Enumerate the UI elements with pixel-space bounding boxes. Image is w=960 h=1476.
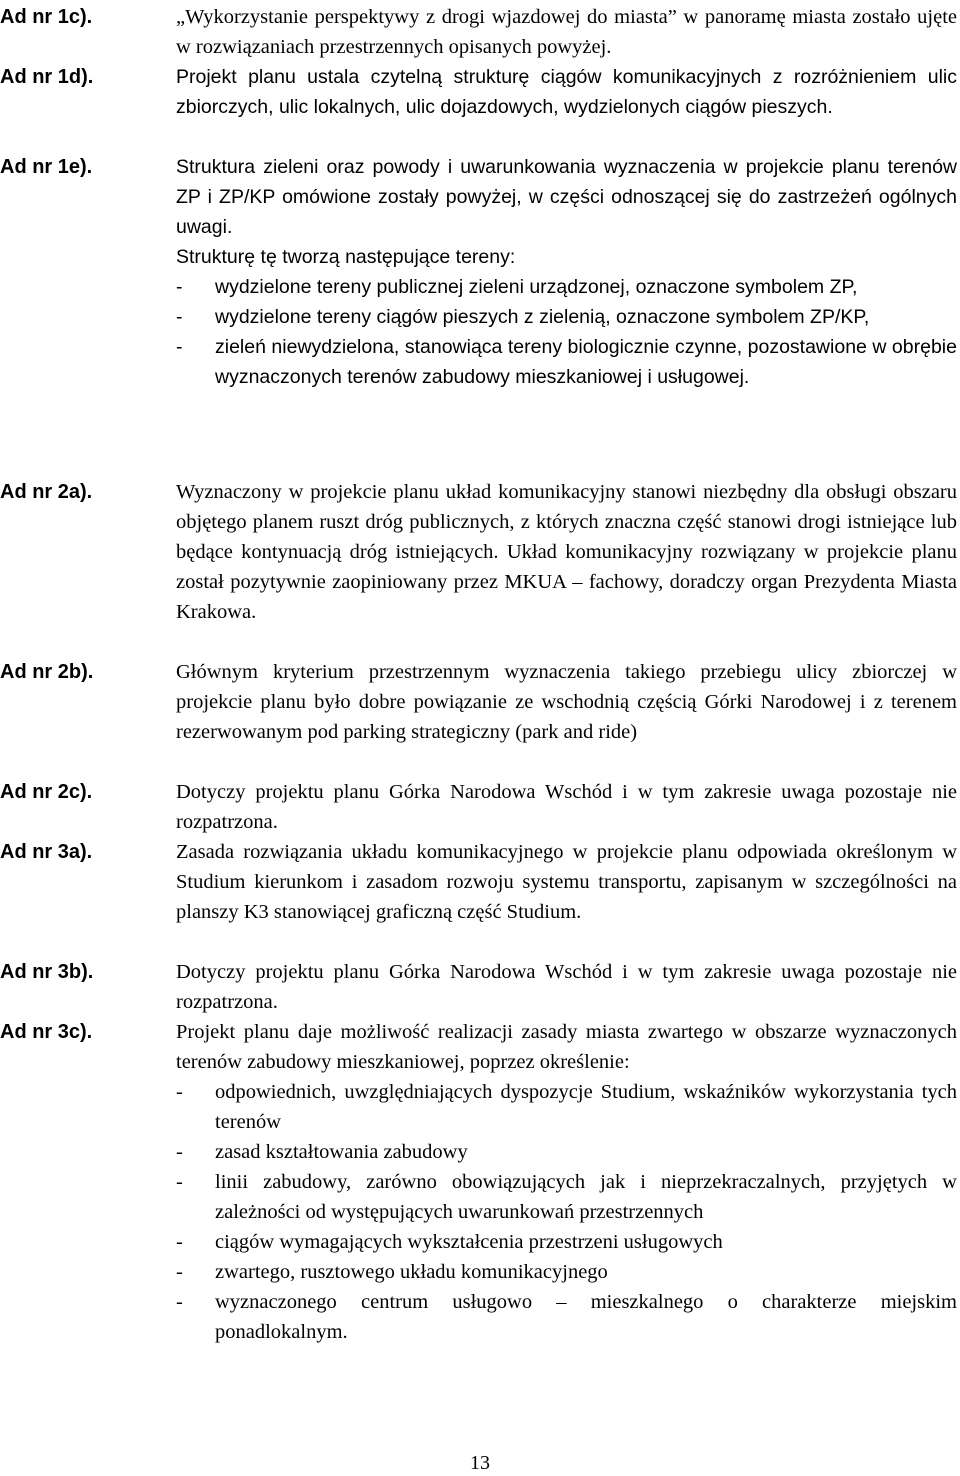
section-label: Ad nr 2c).	[0, 781, 93, 803]
section-label: Ad nr 3a).	[0, 841, 93, 863]
list-item: - ciągów wymagających wykształcenia przestrzeni usługowych	[176, 1227, 957, 1257]
section-text: „Wykorzystanie perspektywy z drogi wjazdowej do miasta” w panoramę miasta zostało ujęte w rozwiązaniach przestrzennych opisanych powyżej.	[176, 6, 957, 58]
list-intro: Strukturę tę tworzą następujące tereny:	[176, 246, 516, 268]
section-label: Ad nr 1c).	[0, 6, 93, 28]
list-item: - zasad kształtowania zabudowy	[176, 1137, 957, 1167]
section-label: Ad nr 2a).	[0, 481, 93, 503]
list-dash: -	[176, 1231, 183, 1253]
list-dash: -	[176, 1141, 183, 1163]
section-label: Ad nr 2b).	[0, 661, 94, 683]
list-item: - odpowiednich, uwzględniających dyspozycje Studium, wskaźników wykorzystania tych terenów	[176, 1077, 957, 1137]
section-text: Głównym kryterium przestrzennym wyznaczenia takiego przebiegu ulicy zbiorczej w projekcie planu było dobre powiązanie ze wschodnią częścią Górki Narodowej i z terenem rezerwowanym pod parking strategiczny (park and ride)	[176, 661, 957, 743]
list-item: - linii zabudowy, zarówno obowiązujących jak i nieprzekraczalnych, przyjętych w zależności od występujących uwarunkowań przestrzennych	[176, 1167, 957, 1227]
list-dash: -	[176, 1081, 183, 1103]
list-dash: -	[176, 1171, 183, 1193]
list-item: - zieleń niewydzielona, stanowiąca tereny biologicznie czynne, pozostawione w obrębie wyznaczonych terenów zabudowy mieszkaniowej i usługowej.	[176, 332, 957, 392]
page-number: 13	[470, 1452, 490, 1474]
list-item: - wyznaczonego centrum usługowo – mieszkalnego o charakterze miejskim ponadlokalnym.	[176, 1287, 957, 1347]
section-text: Zasada rozwiązania układu komunikacyjnego w projekcie planu odpowiada określonym w Studium kierunkom i zasadom rozwoju systemu transportu, zapisanym w szczególności na planszy K3 stanowiącej graficzną część Studium.	[176, 841, 957, 923]
determinations-list	[176, 1077, 957, 1347]
list-dash: -	[176, 276, 183, 298]
section-text: Struktura zieleni oraz powody i uwarunkowania wyznaczenia w projekcie planu terenów ZP i ZP/KP omówione zostały powyżej, w części odnoszącej się do zastrzeżeń ogólnych uwagi.	[176, 156, 957, 238]
section-text: Projekt planu daje możliwość realizacji zasady miasta zwartego w obszarze wyznaczonych terenów zabudowy mieszkaniowej, poprzez określenie:	[176, 1021, 957, 1073]
green-areas-list	[176, 272, 957, 392]
list-item: - zwartego, rusztowego układu komunikacyjnego	[176, 1257, 957, 1287]
section-label: Ad nr 3b).	[0, 961, 94, 983]
list-dash: -	[176, 306, 183, 328]
section-text: Projekt planu ustala czytelną strukturę ciągów komunikacyjnych z rozróżnieniem ulic zbiorczych, ulic lokalnych, ulic dojazdowych, wydzielonych ciągów pieszych.	[176, 66, 957, 118]
list-item: - wydzielone tereny publicznej zieleni urządzonej, oznaczone symbolem ZP,	[176, 272, 957, 302]
section-label: Ad nr 1d).	[0, 66, 94, 88]
section-label: Ad nr 3c).	[0, 1021, 93, 1043]
list-dash: -	[176, 336, 183, 358]
section-text: Wyznaczony w projekcie planu układ komunikacyjny stanowi niezbędny dla obsługi obszaru objętego planem ruszt dróg publicznych, z których znaczna część stanowi drogi istniejące lub będące kontynuacją dróg istniejących. Układ komunikacyjny rozwiązany w projekcie planu został pozytywnie zaopiniowany przez MKUA – fachowy, doradczy organ Prezydenta Miasta Krakowa.	[176, 481, 957, 623]
list-dash: -	[176, 1291, 183, 1313]
list-item: - wydzielone tereny ciągów pieszych z zielenią, oznaczone symbolem ZP/KP,	[176, 302, 957, 332]
list-dash: -	[176, 1261, 183, 1283]
section-text: Dotyczy projektu planu Górka Narodowa Wschód i w tym zakresie uwaga pozostaje nie rozpatrzona.	[176, 781, 957, 833]
section-text: Dotyczy projektu planu Górka Narodowa Wschód i w tym zakresie uwaga pozostaje nie rozpatrzona.	[176, 961, 957, 1013]
section-label: Ad nr 1e).	[0, 156, 93, 178]
